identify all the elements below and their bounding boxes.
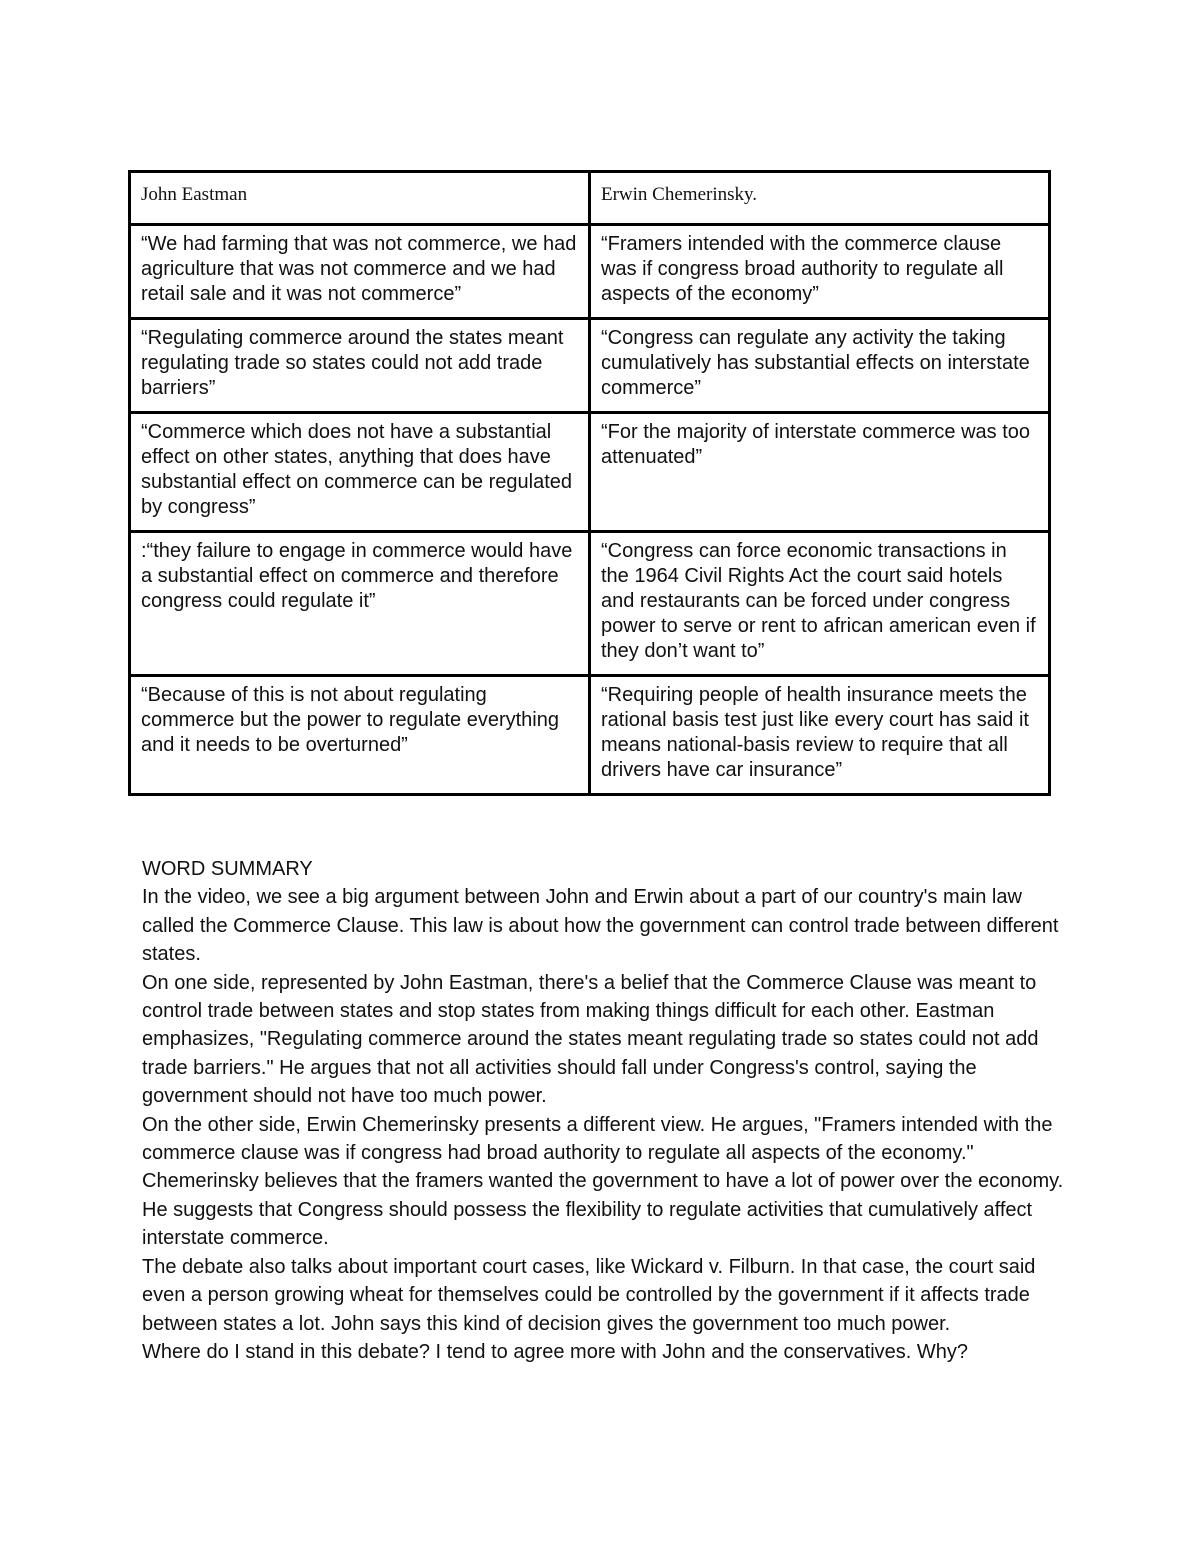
- summary-heading: WORD SUMMARY: [142, 858, 313, 880]
- chemerinsky-quote: “Congress can regulate any activity the taking cumulatively has substantial effects on interstate commerce”: [590, 319, 1050, 413]
- eastman-quote: “Regulating commerce around the states meant regulating trade so states could not add trade barriers”: [130, 319, 590, 413]
- summary-paragraph: Where do I stand in this debate? I tend to agree more with John and the conservatives. Why?: [142, 1340, 969, 1363]
- table-row: [130, 676, 1050, 795]
- eastman-quote: “We had farming that was not commerce, we had agriculture that was not commerce and we had retail sale and it was not commerce”: [130, 225, 590, 319]
- table-row: [130, 225, 1050, 319]
- summary-paragraph: The debate also talks about important court cases, like Wickard v. Filburn. In that case, the court said even a person growing wheat for themselves could be controlled by the government if it affects trade between states a lot. John says this kind of decision gives the government too much power.: [142, 1255, 1036, 1335]
- header-john-eastman: John Eastman: [130, 172, 590, 225]
- quotes-comparison-table: [128, 170, 1051, 796]
- table-row: [130, 319, 1050, 413]
- chemerinsky-quote: “Framers intended with the commerce clause was if congress broad authority to regulate all aspects of the economy”: [590, 225, 1050, 319]
- eastman-quote: “Because of this is not about regulating commerce but the power to regulate everything and it needs to be overturned”: [130, 676, 590, 795]
- table-row: [130, 413, 1050, 532]
- eastman-quote: :“they failure to engage in commerce would have a substantial effect on commerce and therefore congress could regulate it”: [130, 532, 590, 676]
- eastman-quote: “Commerce which does not have a substantial effect on other states, anything that does have substantial effect on commerce can be regulated by congress”: [130, 413, 590, 532]
- header-erwin-chemerinsky: Erwin Chemerinsky.: [590, 172, 1050, 225]
- summary-paragraph: On the other side, Erwin Chemerinsky presents a different view. He argues, "Framers intended with the commerce clause was if congress had broad authority to regulate all aspects of the economy." Chemerinsky believes that the framers wanted the government to have a lot of power over the economy. He suggests that Congress should possess the flexibility to regulate activities that cumulatively affect interstate commerce.: [142, 1113, 1064, 1250]
- word-summary-section: [142, 855, 1072, 1366]
- summary-paragraph: In the video, we see a big argument between John and Erwin about a part of our country's main law called the Commerce Clause. This law is about how the government can control trade between different states.: [142, 886, 1059, 966]
- chemerinsky-quote: “Requiring people of health insurance meets the rational basis test just like every court has said it means national-basis review to require that all drivers have car insurance”: [590, 676, 1050, 795]
- table-row: [130, 532, 1050, 676]
- chemerinsky-quote: “Congress can force economic transactions in the 1964 Civil Rights Act the court said hotels and restaurants can be forced under congress power to serve or rent to african american even if they don’t want to”: [590, 532, 1050, 676]
- table-header-row: [130, 172, 1050, 225]
- summary-paragraph: On one side, represented by John Eastman, there's a belief that the Commerce Clause was meant to control trade between states and stop states from making things difficult for each other. Eastman emphasizes, "Regulating commerce around the states meant regulating trade so states could not add trade barriers." He argues that not all activities should fall under Congress's control, saying the government should not have too much power.: [142, 971, 1039, 1108]
- chemerinsky-quote: “For the majority of interstate commerce was too attenuated”: [590, 413, 1050, 532]
